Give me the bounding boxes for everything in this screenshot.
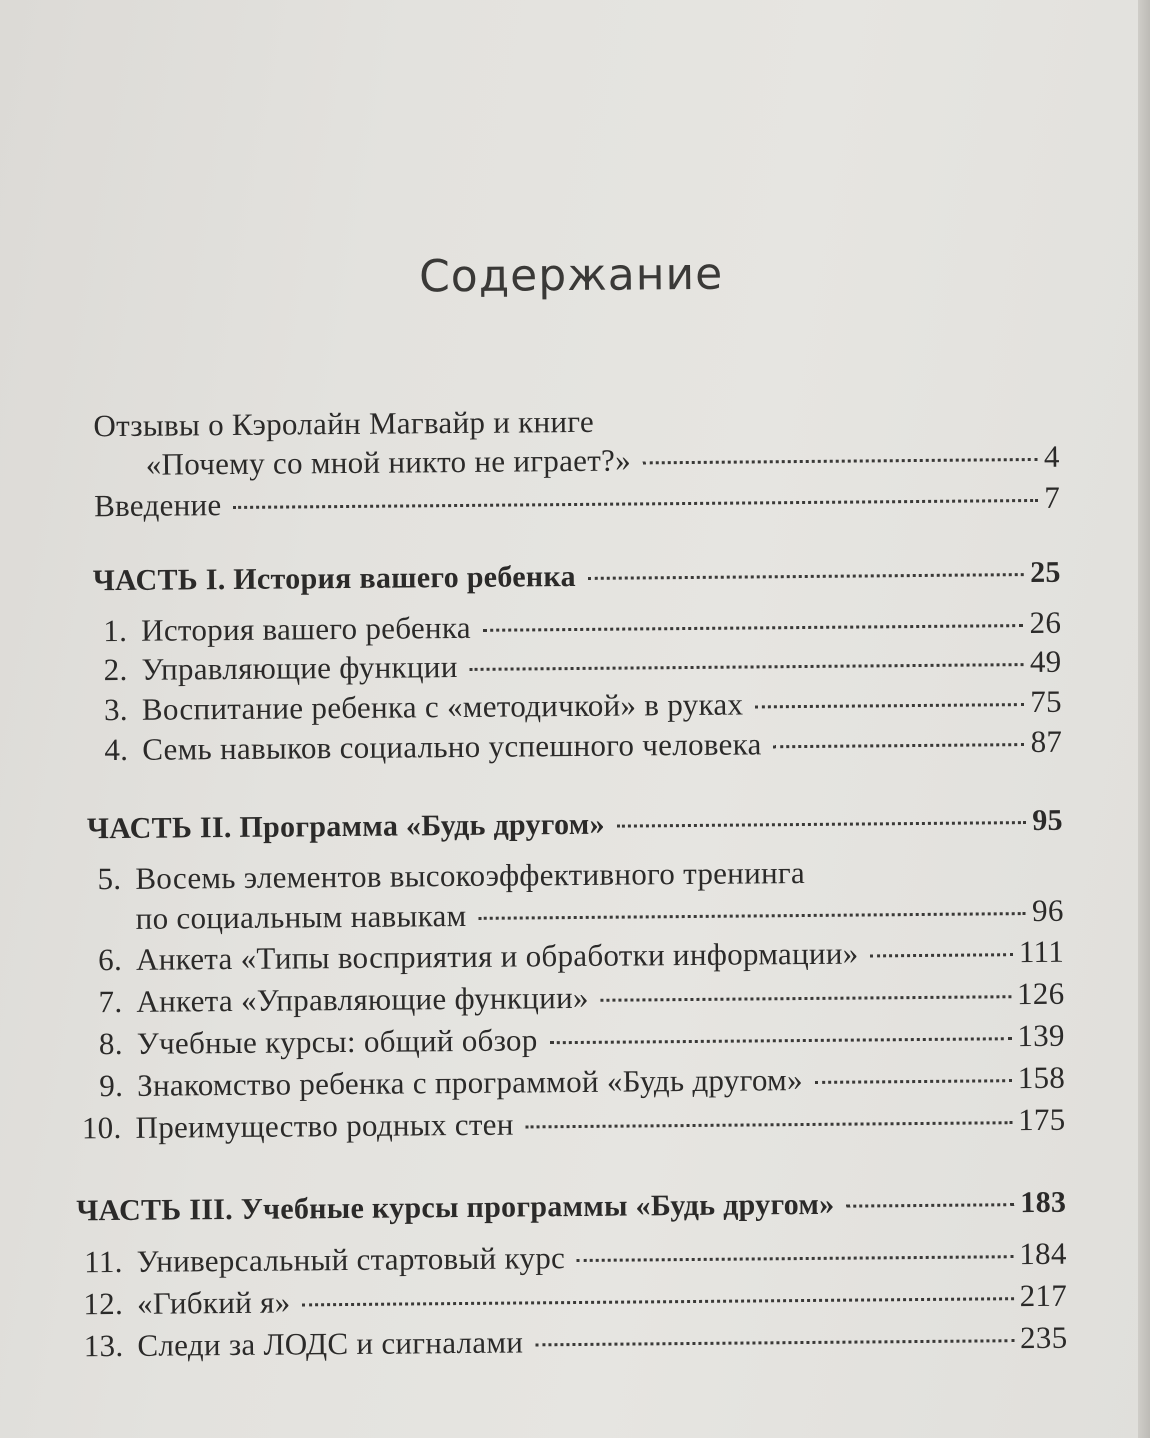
toc-entry-text: Анкета «Управляющие функции»	[136, 979, 589, 1019]
dot-leader	[483, 624, 1024, 632]
dot-leader	[535, 1339, 1014, 1346]
toc-page-number: 235	[1019, 1319, 1068, 1356]
toc-entry-text: Знакомство ребенка с программой «Будь другом»	[137, 1062, 803, 1103]
toc-chapter-13	[77, 1320, 1067, 1369]
toc-entry-text: ЧАСТЬ III. Учебные курсы программы «Будь другом»	[76, 1187, 835, 1228]
toc-entry-text: Отзывы о Кэролайн Магвайр и книге	[93, 403, 595, 444]
dot-leader	[601, 995, 1011, 1002]
toc-page-number: 126	[1016, 975, 1065, 1012]
toc-chapter-12	[77, 1278, 1067, 1327]
toc-entry-text: Воспитание ребенка с «методичкой» в руках	[141, 686, 744, 727]
toc-entry-testimonials-line2	[146, 439, 1060, 487]
toc-page-number: 139	[1017, 1017, 1065, 1054]
toc-entry-text: Анкета «Типы восприятия и обработки информации»	[135, 935, 859, 977]
toc-chapter-10	[75, 1102, 1065, 1151]
toc-chapter-number: 12.	[83, 1285, 124, 1322]
toc-chapter-number: 13.	[83, 1327, 124, 1364]
dot-leader	[588, 573, 1024, 580]
toc-part-2	[87, 804, 1063, 853]
toc-entry-text: История вашего ребенка	[141, 609, 471, 648]
dot-leader	[870, 953, 1012, 957]
toc-chapter-number: 4.	[104, 731, 129, 768]
toc-part-1	[93, 556, 1061, 604]
dot-leader	[815, 1079, 1012, 1084]
toc-page-number: 96	[1031, 892, 1064, 929]
toc-page-number: 111	[1018, 933, 1065, 970]
dot-leader	[233, 499, 1038, 509]
toc-chapter-4	[94, 724, 1062, 772]
toc-chapter-11	[77, 1236, 1067, 1285]
toc-chapter-6	[88, 934, 1064, 983]
toc-chapter-number: 10.	[81, 1109, 122, 1146]
toc-entry-text: ЧАСТЬ I. История вашего ребенка	[92, 559, 577, 598]
dot-leader	[302, 1297, 1013, 1306]
toc-page-number: 175	[1017, 1101, 1066, 1138]
toc-page-number: 25	[1029, 555, 1061, 590]
toc-entry-text: Восемь элементов высокоэффективного тренинга	[135, 854, 806, 896]
toc-page-number: 183	[1020, 1185, 1067, 1220]
dot-leader	[550, 1037, 1012, 1044]
dot-leader	[577, 1255, 1013, 1262]
toc-entry-text: «Гибкий я»	[136, 1284, 291, 1321]
toc-page-number: 158	[1017, 1059, 1066, 1096]
toc-entry-text: по социальным навыкам	[135, 897, 467, 936]
toc-part-3	[76, 1186, 1066, 1235]
dot-leader	[479, 912, 1027, 920]
toc-entry-text: ЧАСТЬ II. Программа «Будь другом»	[86, 807, 605, 846]
toc-chapter-number: 9.	[99, 1067, 124, 1104]
toc-chapter-5-line2	[136, 893, 1064, 941]
toc-page-number: 75	[1030, 683, 1063, 720]
toc-chapter-number: 5.	[97, 860, 122, 897]
dot-leader	[774, 743, 1025, 748]
toc-chapter-9	[89, 1060, 1065, 1109]
dot-leader	[846, 1203, 1014, 1207]
page-title: Содержание	[418, 248, 724, 303]
toc-page-number: 87	[1030, 723, 1063, 760]
toc-entry-text: Управляющие функции	[141, 649, 458, 687]
toc-entry-text: Преимущество родных стен	[135, 1106, 514, 1145]
dot-leader	[617, 821, 1027, 828]
toc-entry-text: Введение	[93, 487, 222, 524]
toc-entry-text: «Почему со мной никто не играет?»	[145, 442, 632, 482]
toc-chapter-number: 2.	[103, 651, 128, 688]
toc-entry-introduction	[94, 480, 1060, 528]
toc-chapter-number: 6.	[98, 941, 123, 978]
dot-leader	[526, 1121, 1012, 1128]
dot-leader	[470, 663, 1024, 671]
toc-chapter-number: 3.	[103, 691, 129, 728]
toc-chapter-number: 8.	[98, 1025, 123, 1062]
dot-leader	[755, 703, 1024, 708]
toc-entry-text: Универсальный стартовый курс	[136, 1240, 566, 1279]
toc-entry-text: Следи за ЛОДС и сигналами	[137, 1324, 524, 1363]
toc-chapter-7	[88, 976, 1064, 1025]
toc-page-number: 7	[1044, 479, 1061, 515]
toc-entry-text: Семь навыков социально успешного человека	[142, 726, 762, 767]
dot-leader	[643, 458, 1038, 464]
toc-chapter-number: 1.	[103, 612, 128, 649]
toc-page-number: 184	[1019, 1235, 1067, 1272]
toc-chapter-number: 7.	[98, 983, 123, 1020]
toc-page-number: 4	[1043, 438, 1060, 474]
toc-page-number: 49	[1029, 643, 1062, 680]
toc-chapter-number: 11.	[84, 1243, 123, 1280]
toc-page-number: 217	[1019, 1277, 1068, 1314]
toc-entry-text: Учебные курсы: общий обзор	[136, 1022, 538, 1061]
toc-chapter-8	[89, 1018, 1065, 1067]
toc-page-number: 26	[1029, 604, 1062, 641]
toc-page-number: 95	[1032, 803, 1064, 838]
